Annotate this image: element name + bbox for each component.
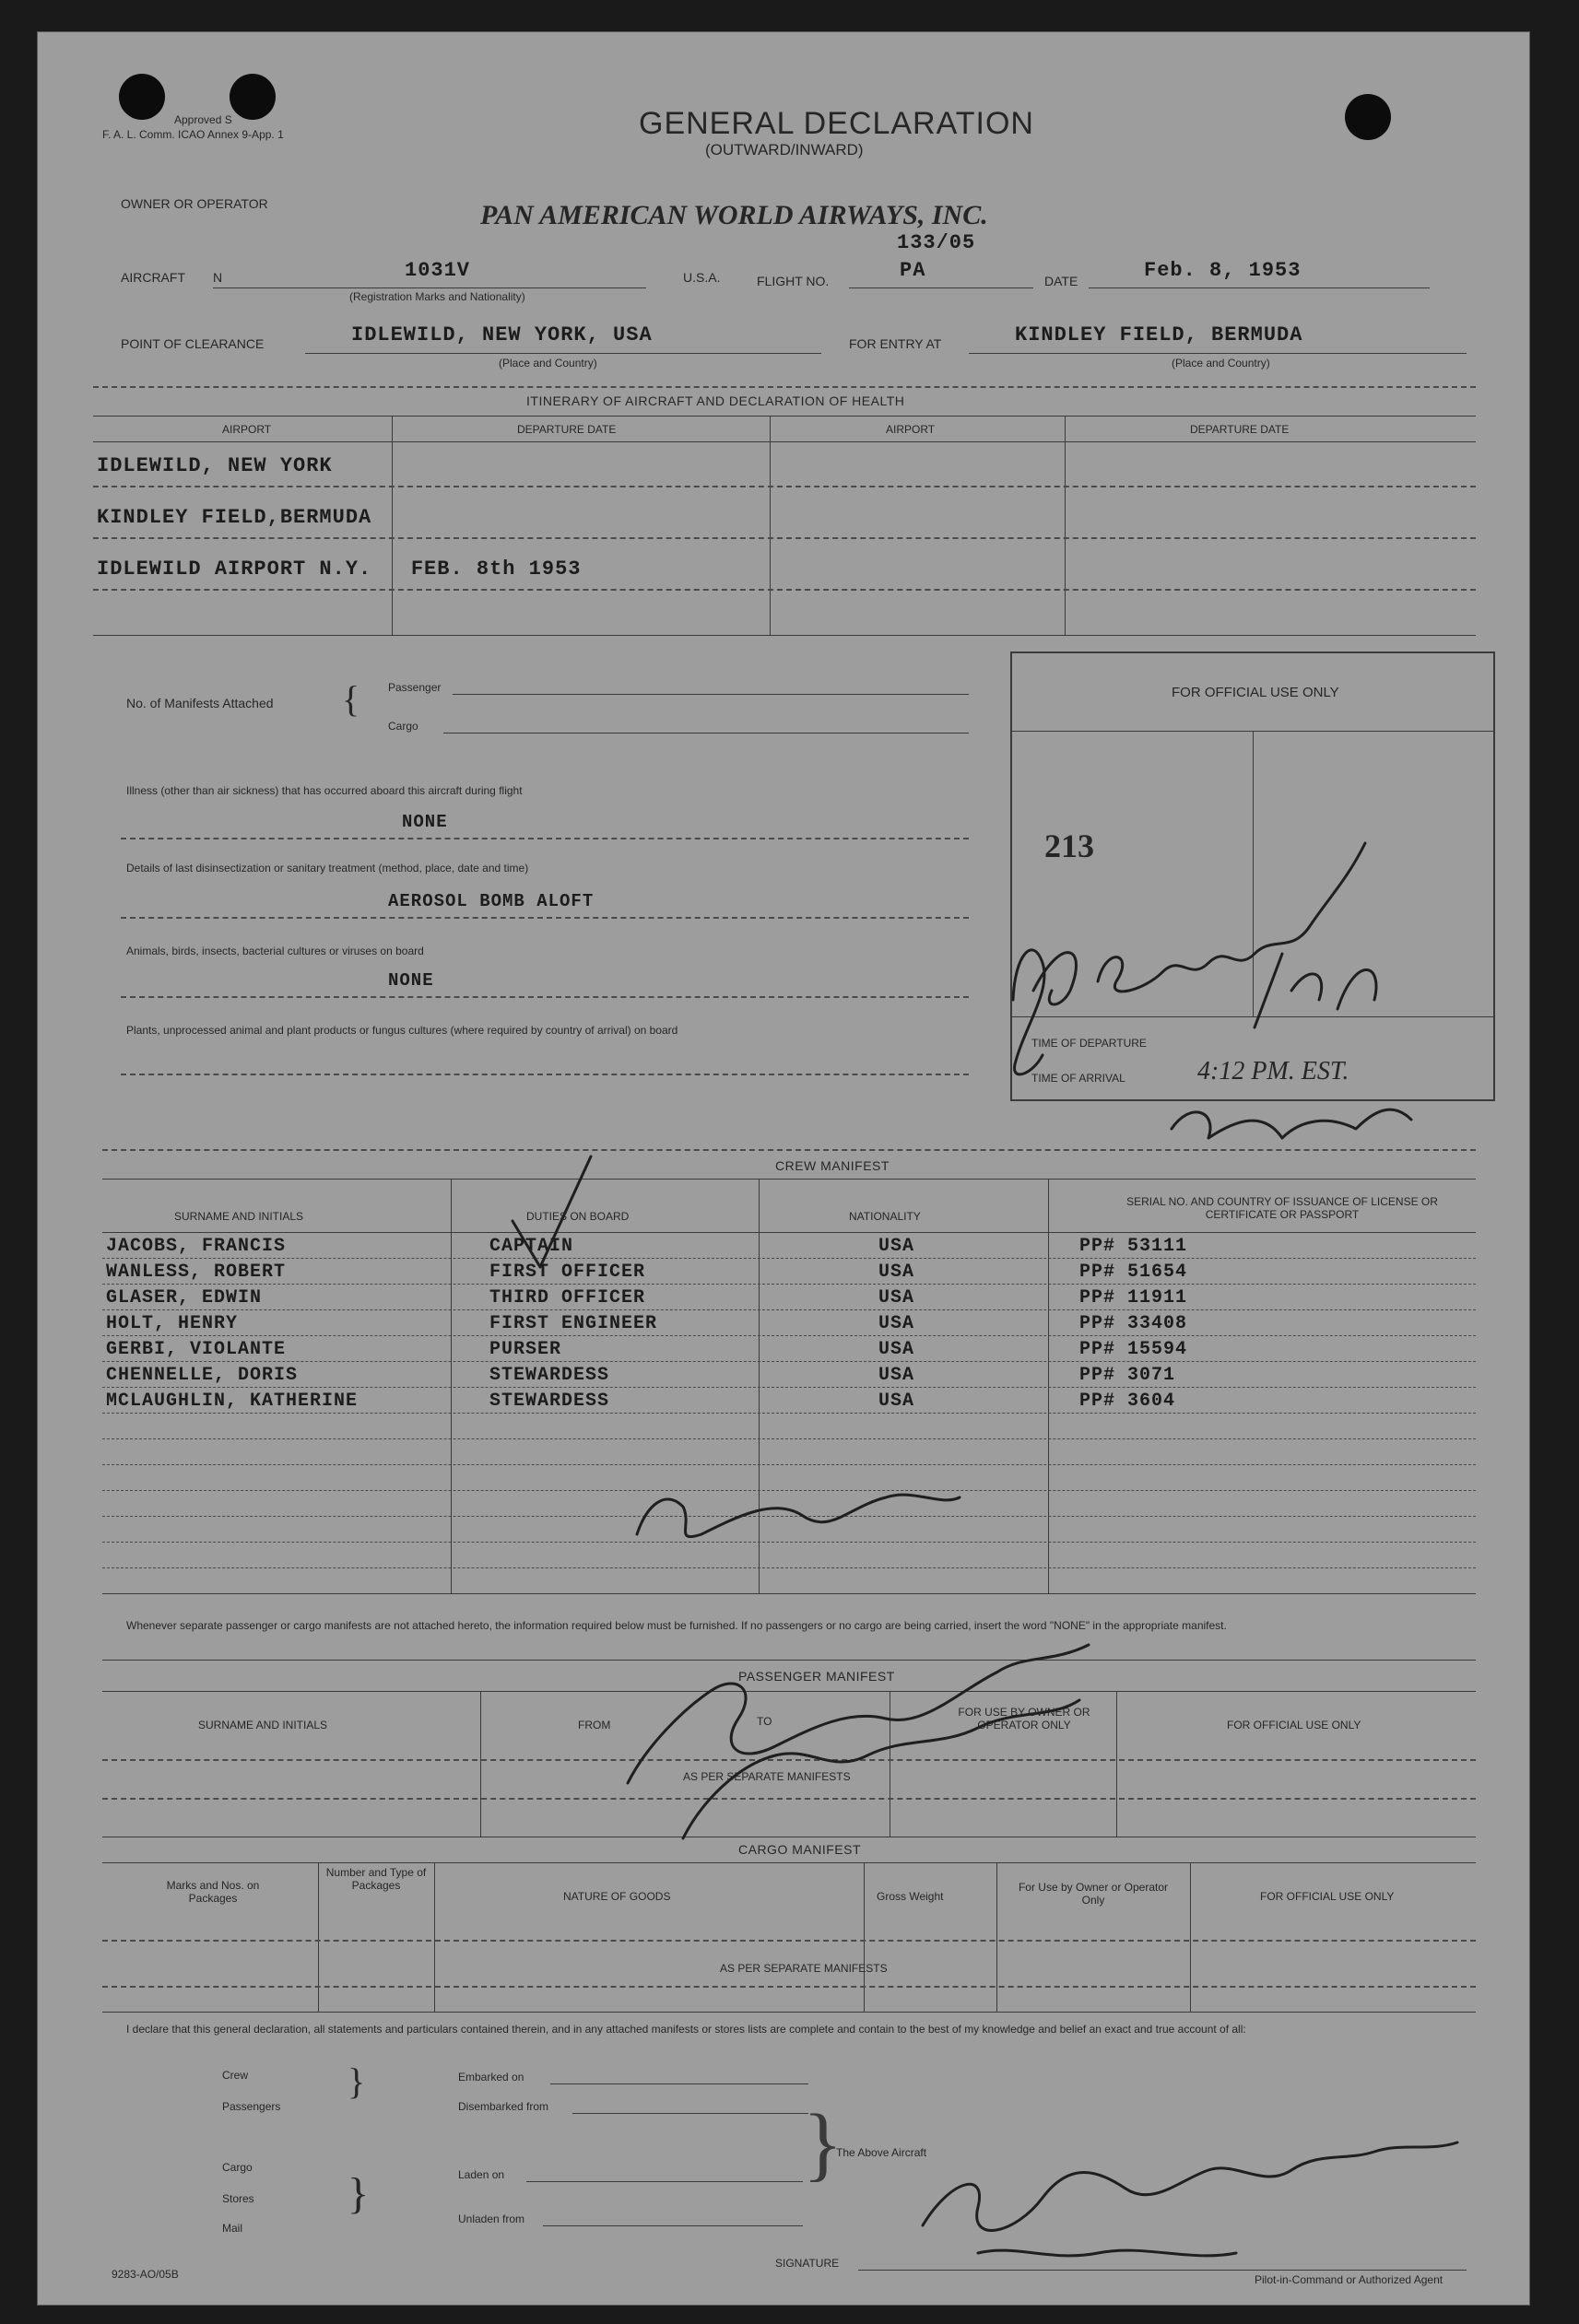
crew-duty: STEWARDESS	[489, 1365, 610, 1386]
declaration-text: I declare that this general declaration, all statements and particulars contained therein, and in any attached manifests or stores lists are complete and contain to the best of my knowledge and belief an exact and true account of all:	[126, 2023, 1246, 2036]
manifests-label: No. of Manifests Attached	[126, 696, 274, 710]
column-serial: SERIAL NO. AND COUNTRY OF ISSUANCE OF LICENSE OR CERTIFICATE OR PASSPORT	[1126, 1195, 1438, 1221]
laden-label: Laden on	[458, 2168, 505, 2181]
column-weight: Gross Weight	[877, 1890, 944, 1903]
column-surname: SURNAME AND INITIALS	[174, 1210, 304, 1223]
place-caption: (Place and Country)	[499, 357, 597, 370]
animals-value: NONE	[388, 970, 434, 991]
form-subtitle: (OUTWARD/INWARD)	[705, 141, 864, 158]
crew-serial: PP# 3604	[1079, 1391, 1176, 1412]
date-label: DATE	[1044, 274, 1078, 288]
animals-label: Animals, birds, insects, bacterial cultures or viruses on board	[126, 945, 424, 957]
column-from: FROM	[578, 1719, 611, 1731]
approval-reference: F. A. L. Comm. ICAO Annex 9-App. 1	[102, 128, 284, 141]
crew-nationality: USA	[878, 1262, 915, 1283]
form-title: GENERAL DECLARATION	[639, 106, 1034, 141]
crew-duty: PURSER	[489, 1339, 562, 1360]
crew-name: GLASER, EDWIN	[106, 1287, 263, 1309]
clearance-value: IDLEWILD, NEW YORK, USA	[351, 323, 653, 346]
date-value: Feb. 8, 1953	[1144, 259, 1302, 282]
passenger-label: Passenger	[388, 681, 442, 694]
itinerary-row: KINDLEY FIELD,BERMUDA	[97, 506, 372, 529]
passenger-separate: AS PER SEPARATE MANIFESTS	[683, 1770, 851, 1783]
crew-serial: PP# 11911	[1079, 1287, 1188, 1309]
crew-nationality: USA	[878, 1236, 915, 1257]
crew-name: WANLESS, ROBERT	[106, 1262, 287, 1283]
arrival-time-label: TIME OF ARRIVAL	[1031, 1072, 1125, 1085]
brace-icon: {	[342, 678, 360, 720]
flight-value: PA	[900, 259, 926, 282]
column-nature: NATURE OF GOODS	[563, 1890, 671, 1903]
column-surname: SURNAME AND INITIALS	[198, 1719, 328, 1731]
disinsect-value: AEROSOL BOMB ALOFT	[388, 891, 595, 911]
punch-hole	[230, 74, 276, 120]
crew-duty: CAPTAIN	[489, 1236, 574, 1257]
flight-label: FLIGHT NO.	[757, 274, 830, 288]
crew-nationality: USA	[878, 1339, 915, 1360]
crew-name: JACOBS, FRANCIS	[106, 1236, 287, 1257]
punch-hole	[119, 74, 165, 120]
crew-nationality: USA	[878, 1365, 915, 1386]
usa-label: U.S.A.	[683, 270, 721, 285]
crew-name: CHENNELLE, DORIS	[106, 1365, 299, 1386]
owner-label: OWNER OR OPERATOR	[121, 196, 268, 211]
column-number-type: Number and Type of Packages	[325, 1866, 427, 1892]
illness-value: NONE	[402, 812, 448, 832]
column-official-use: FOR OFFICIAL USE ONLY	[1227, 1719, 1361, 1731]
passengers-label: Passengers	[222, 2100, 281, 2113]
entry-label: FOR ENTRY AT	[849, 336, 942, 351]
manifest-notice: Whenever separate passenger or cargo manifests are not attached hereto, the information required below must be furnished. If no passengers or no cargo are being carried, insert the word "NONE" in the appropriate manifest.	[126, 1619, 1227, 1632]
departure-time-label: TIME OF DEPARTURE	[1031, 1037, 1147, 1050]
owner-number: 133/05	[897, 231, 976, 254]
aircraft-prefix: N	[213, 270, 223, 285]
crew-serial: PP# 3071	[1079, 1365, 1176, 1386]
column-owner-use: FOR USE BY OWNER OR OPERATOR ONLY	[958, 1706, 1090, 1731]
crew-title: CREW MANIFEST	[775, 1158, 890, 1173]
owner-value: PAN AMERICAN WORLD AIRWAYS, INC.	[480, 200, 988, 230]
aircraft-label: AIRCRAFT	[121, 270, 185, 285]
illness-label: Illness (other than air sickness) that has occurred aboard this aircraft during flight	[126, 784, 523, 797]
mail-label: Mail	[222, 2222, 243, 2235]
column-departure-date: DEPARTURE DATE	[1190, 423, 1290, 436]
clearance-label: POINT OF CLEARANCE	[121, 336, 265, 351]
signature-label: SIGNATURE	[775, 2257, 840, 2270]
brace-icon: }	[348, 2169, 370, 2218]
column-owner-use: For Use by Owner or Operator Only	[1018, 1881, 1169, 1907]
itinerary-title: ITINERARY OF AIRCRAFT AND DECLARATION OF HEALTH	[526, 393, 905, 408]
entry-value: KINDLEY FIELD, BERMUDA	[1015, 323, 1303, 346]
column-marks: Marks and Nos. on Packages	[166, 1879, 260, 1905]
crew-serial: PP# 51654	[1079, 1262, 1188, 1283]
brace-icon: }	[803, 2098, 843, 2189]
itinerary-row: IDLEWILD, NEW YORK	[97, 454, 333, 477]
column-departure-date: DEPARTURE DATE	[517, 423, 617, 436]
crew-serial: PP# 33408	[1079, 1313, 1188, 1334]
registration-caption: (Registration Marks and Nationality)	[349, 290, 525, 303]
stores-label: Stores	[222, 2192, 254, 2205]
crew-serial: PP# 15594	[1079, 1339, 1188, 1360]
itinerary-row: IDLEWILD AIRPORT N.Y. FEB. 8th 1953	[97, 558, 582, 581]
crew-label: Crew	[222, 2069, 249, 2082]
cargo-label: Cargo	[388, 720, 418, 733]
crew-serial: PP# 53111	[1079, 1236, 1188, 1257]
crew-nationality: USA	[878, 1391, 915, 1412]
crew-name: GERBI, VIOLANTE	[106, 1339, 287, 1360]
crew-duty: STEWARDESS	[489, 1391, 610, 1412]
official-title: FOR OFFICIAL USE ONLY	[1172, 685, 1339, 700]
arrival-time-value: 4:12 PM. EST.	[1197, 1057, 1349, 1086]
disembarked-label: Disembarked from	[458, 2100, 549, 2113]
passenger-title: PASSENGER MANIFEST	[738, 1669, 895, 1684]
column-airport: AIRPORT	[222, 423, 272, 436]
column-nationality: NATIONALITY	[849, 1210, 921, 1223]
crew-nationality: USA	[878, 1313, 915, 1334]
crew-duty: FIRST OFFICER	[489, 1262, 646, 1283]
form-number: 9283-AO/05B	[112, 2268, 179, 2281]
declaration-sheet	[37, 31, 1530, 2306]
crew-duty: THIRD OFFICER	[489, 1287, 646, 1309]
column-duties: DUTIES ON BOARD	[526, 1210, 630, 1223]
plants-label: Plants, unprocessed animal and plant products or fungus cultures (where required by country of arrival) on board	[126, 1024, 678, 1037]
above-aircraft-label: The Above Aircraft	[836, 2146, 927, 2159]
disinsect-label: Details of last disinsectization or sanitary treatment (method, place, date and time)	[126, 862, 529, 874]
embarked-label: Embarked on	[458, 2071, 524, 2083]
crew-name: MCLAUGHLIN, KATHERINE	[106, 1391, 359, 1412]
cargo-title: CARGO MANIFEST	[738, 1842, 862, 1857]
brace-icon: }	[348, 2060, 366, 2102]
punch-hole	[1345, 94, 1391, 140]
crew-nationality: USA	[878, 1287, 915, 1309]
column-airport: AIRPORT	[886, 423, 936, 436]
crew-duty: FIRST ENGINEER	[489, 1313, 658, 1334]
aircraft-value: 1031V	[405, 259, 471, 282]
column-to: TO	[757, 1715, 772, 1728]
cargo-separate: AS PER SEPARATE MANIFESTS	[720, 1962, 888, 1975]
place-caption: (Place and Country)	[1172, 357, 1270, 370]
approval-note: Approved S	[174, 113, 232, 126]
column-official-use: FOR OFFICIAL USE ONLY	[1260, 1890, 1395, 1903]
cargo-label: Cargo	[222, 2161, 253, 2174]
pic-caption: Pilot-in-Command or Authorized Agent	[1255, 2273, 1443, 2286]
crew-name: HOLT, HENRY	[106, 1313, 239, 1334]
unladen-label: Unladen from	[458, 2212, 525, 2225]
stamp-number: 213	[1044, 827, 1094, 864]
